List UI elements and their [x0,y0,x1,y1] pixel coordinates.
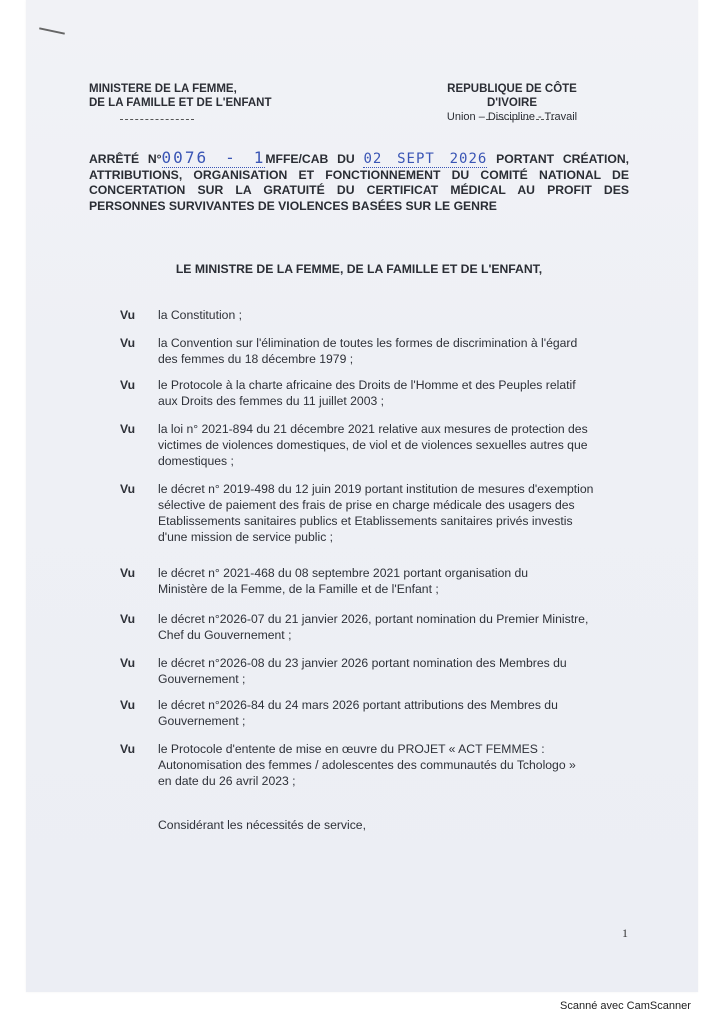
vu-text [158,307,630,323]
vu-text-line: domestiques ; [158,454,234,468]
vu-text-line: le décret n°2026-84 du 24 mars 2026 portant attributions des Membres du [158,698,558,712]
ministry-header [89,82,271,110]
republic-motto: Union – Discipline - Travail [446,111,578,123]
minister-line: LE MINISTRE DE LA FEMME, DE LA FAMILLE ET DE L'ENFANT, [175,262,543,276]
vu-text-line: le décret n°2026-07 du 21 janvier 2026, portant nomination du Premier Ministre, [158,612,589,626]
republic-header [432,82,592,124]
vu-text-line: en date du 26 avril 2023 ; [158,774,296,788]
vu-text [158,697,630,729]
republic-divider [486,119,554,121]
vu-label: Vu [120,742,136,756]
vu-text-line: le décret n°2026-08 du 23 janvier 2026 portant nomination des Membres du [158,656,567,670]
vu-text-line: Chef du Gouvernement ; [158,628,292,642]
decree-number: 0076 - 1 [161,148,266,167]
vu-label: Vu [120,482,136,496]
decree-subject: PORTANT CRÉATION, ATTRIBUTIONS, ORGANISATION ET FONCTIONNEMENT DU COMITÉ NATIONAL DE CONCERTATION SUR LA GRATUITÉ DU CERTIFICAT MÉDICAL AU PROFIT DES PERSONNES SURVIVANTES DE VIOLENCES BASÉES SUR LE GENRE [89,152,630,213]
vu-text-line: victimes de violences domestiques, de viol et de violences sexuelles autres que [158,438,588,452]
vu-text-line: sélective de paiement des frais de prise en charge médicale des usagers des [158,498,575,512]
vu-text [158,377,630,409]
vu-label: Vu [120,566,136,580]
vu-label: Vu [120,308,136,322]
vu-text-line: la loi n° 2021-894 du 21 décembre 2021 relative aux mesures de protection des [158,422,588,436]
vu-text-line: Gouvernement ; [158,714,246,728]
vu-text-line: Etablissements sanitaires publics et Etablissements sanitaires privés investis [158,514,573,528]
vu-text-line: le décret n° 2021-468 du 08 septembre 2021 portant organisation du [158,566,529,580]
decree-middle: MFFE/CAB DU [265,152,355,166]
vu-text-line: le décret n° 2019-498 du 12 juin 2019 portant institution de mesures d'exemption [158,482,594,496]
vu-text [158,481,630,545]
vu-text-line: le Protocole d'entente de mise en œuvre du PROJET « ACT FEMMES : [158,742,545,756]
vu-label: Vu [120,656,136,670]
vu-text-line: des femmes du 18 décembre 1979 ; [158,352,354,366]
vu-text-line: aux Droits des femmes du 11 juillet 2003 ; [158,394,385,408]
decree-prefix: ARRÊTÉ N° [89,152,162,166]
ministry-line-1: MINISTERE DE LA FEMME, [89,83,237,95]
vu-text [158,335,630,367]
vu-text [158,565,630,597]
vu-label: Vu [120,378,136,392]
vu-text [158,741,630,789]
decree-title [89,150,629,214]
vu-label: Vu [120,612,136,626]
vu-text [158,611,630,643]
vu-text-line: d'une mission de service public ; [158,530,334,544]
decree-date: 02 SEPT 2026 [363,151,488,167]
vu-text-line: la Convention sur l'élimination de toutes les formes de discrimination à l'égard [158,336,578,350]
vu-text [158,655,630,687]
vu-text [158,421,630,469]
vu-text-line: Autonomisation des femmes / adolescentes des communautés du Tchologo » [158,758,576,772]
vu-text-line: la Constitution ; [158,308,243,322]
considerant-line: Considérant les nécessités de service, [158,818,366,832]
vu-text-line: Gouvernement ; [158,672,246,686]
ministry-divider [120,119,194,121]
vu-text-line: Ministère de la Femme, de la Famille et de l'Enfant ; [158,582,439,596]
ministry-line-2: DE LA FAMILLE ET DE L'ENFANT [89,97,272,109]
scanner-watermark: Scanné avec CamScanner [560,1000,691,1012]
page-number: 1 [622,926,628,940]
vu-label: Vu [120,422,136,436]
vu-label: Vu [120,336,136,350]
vu-text-line: le Protocole à la charte africaine des Droits de l'Homme et des Peuples relatif [158,378,576,392]
vu-label: Vu [120,698,136,712]
republic-line-1: REPUBLIQUE DE CÔTE D'IVOIRE [447,83,577,109]
